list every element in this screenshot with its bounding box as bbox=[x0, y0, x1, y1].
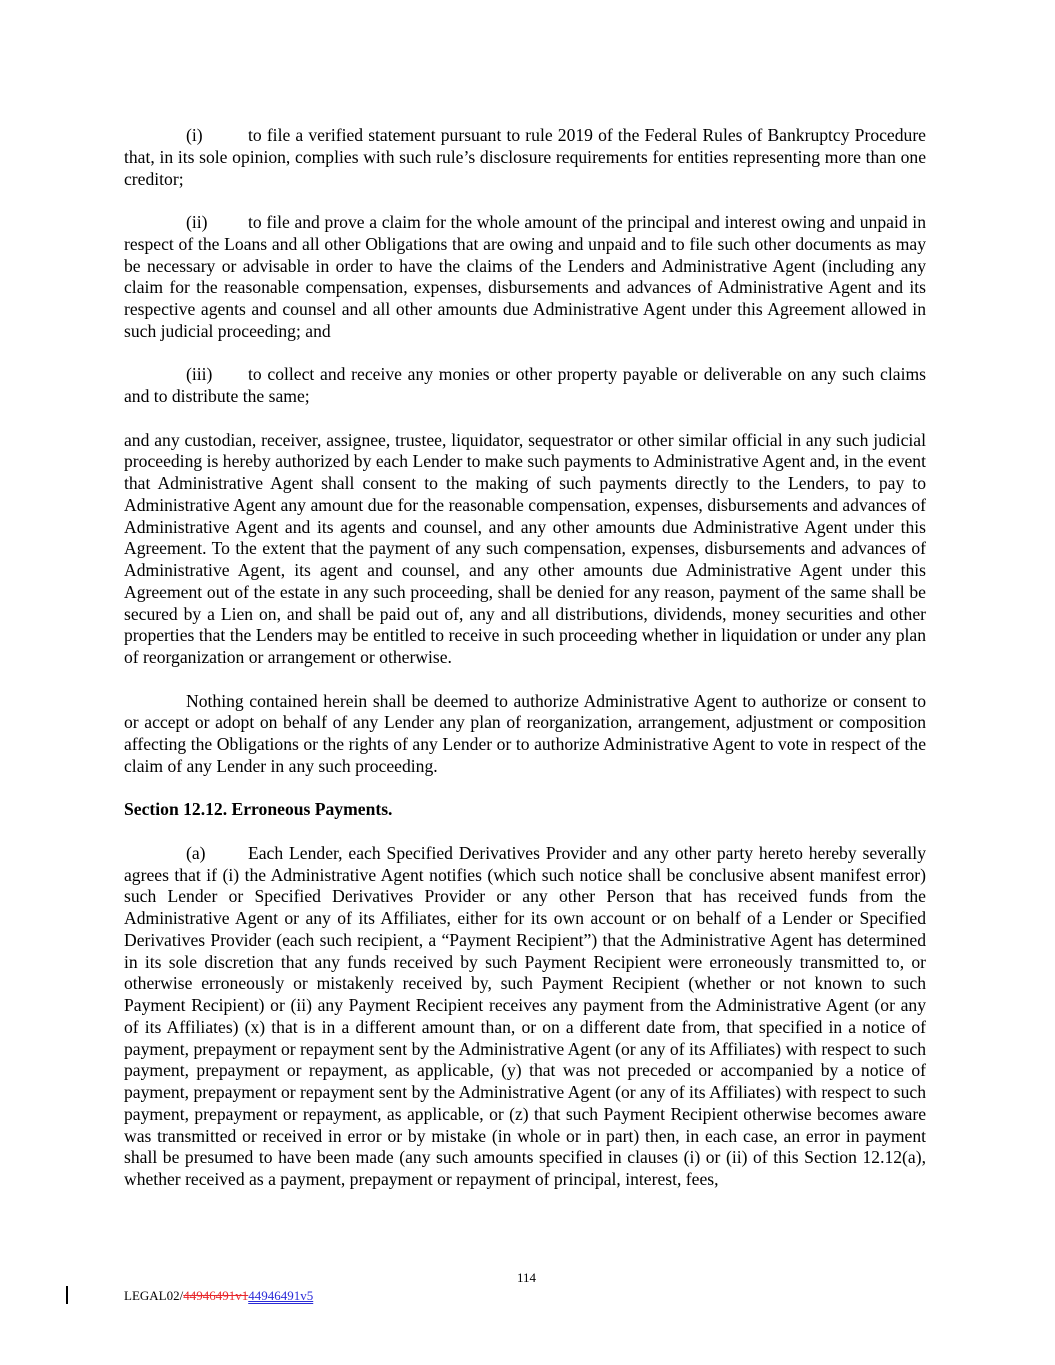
document-id bbox=[124, 1288, 313, 1304]
clause-text: to collect and receive any monies or other property payable or deliverable on any such claims and to distribute the same; bbox=[124, 364, 926, 406]
clause-text: to file and prove a claim for the whole amount of the principal and interest owing and unpaid in respect of the Loans and all other Obligations that are owing and unpaid and to file such other documents as may be necessary or advisable in order to have the claims of the Lenders and Administrative Agent (including any claim for the reasonable compensation, expenses, disbursements and advances of Administrative Agent and its respective agents and counsel and all other amounts due Administrative Agent under this Agreement allowed in such judicial proceeding; and bbox=[124, 212, 926, 341]
clause-ii bbox=[124, 212, 926, 343]
document-body bbox=[124, 125, 926, 1213]
clause-number: (a) bbox=[186, 842, 206, 863]
section-heading: Section 12.12. Erroneous Payments. bbox=[124, 799, 393, 820]
clause-text: Each Lender, each Specified Derivatives Provider and any other party hereto hereby severally agrees that if (i) the Administrative Agent notifies (which such notice shall be conclusive absent manifest error) such Lender or Specified Derivatives Provider or any other Person that has received funds from the Administrative Agent or any of its Affiliates, either for its own account or on behalf of a Lender or Specified Derivatives Provider (each such recipient, a “Payment Recipient”) that the Administrative Agent has determined in its sole discretion that any funds received by such Payment Recipient were erroneously transmitted to, or otherwise erroneously or mistakenly received by, such Payment Recipient (whether or not known to such Payment Recipient) or (ii) any Payment Recipient receives any payment from the Administrative Agent (or any of its Affiliates) (x) that is in a different amount than, or on a different date from, that specified in a notice of payment, prepayment or repayment sent by the Administrative Agent (or any of its Affiliates) with respect to such payment, prepayment or repayment, as applicable, (y) that was not preceded or accompanied by a notice of payment, prepayment or repayment sent by the Administrative Agent (or any of its Affiliates) with respect to such payment, prepayment or repayment, as applicable, or (z) that such Payment Recipient otherwise becomes aware was transmitted or received in error or by mistake (in whole or in part) then, in each case, an error in payment shall be presumed to have been made (any such amounts specified in clauses (i) or (ii) of this Section 12.12(a), whether received as a payment, prepayment or repayment of principal, interest, fees, bbox=[124, 842, 926, 1189]
clause-i bbox=[124, 125, 926, 190]
inserted-doc-version: 44946491v5 bbox=[248, 1288, 314, 1303]
clause-number: (iii) bbox=[186, 364, 213, 385]
custodian-paragraph: and any custodian, receiver, assignee, trustee, liquidator, sequestrator or other similar official in any such judicial proceeding is hereby authorized by each Lender to make such payments to Administrative Agent and, in the event that Administrative Agent shall consent to the making of such payments directly to the Lenders, to pay to Administrative Agent any amount due for the reasonable compensation, expenses, disbursements and advances of Administrative Agent and its agents and counsel, and any other amounts due Administrative Agent under this Agreement. To the extent that the payment of any such compensation, expenses, disbursements and advances of Administrative Agent, its agent and counsel, and any other amounts due Administrative Agent under this Agreement out of the estate in any such proceeding, shall be denied for any reason, payment of the same shall be secured by a Lien on, and shall be paid out of, any and all distributions, dividends, money securities and other properties that the Lenders may be entitled to receive in such proceeding whether in liquidation or under any plan of reorganization or arrangement or otherwise. bbox=[124, 429, 926, 667]
deleted-doc-version: 44946491v1 bbox=[183, 1288, 249, 1303]
change-bar bbox=[66, 1286, 68, 1304]
clause-number: (i) bbox=[186, 125, 203, 145]
clause-text: to file a verified statement pursuant to rule 2019 of the Federal Rules of Bankruptcy Procedure that, in its sole opinion, complies with such rule’s disclosure requirements for entities representing more than one creditor; bbox=[124, 125, 926, 189]
clause-a bbox=[124, 843, 926, 1191]
page-number: 114 bbox=[517, 1270, 537, 1285]
clause-iii bbox=[124, 364, 926, 408]
nothing-contained-paragraph: Nothing contained herein shall be deemed to authorize Administrative Agent to authorize or consent to or accept or adopt on behalf of any Lender any plan of reorganization, arrangement, adjustment or composition affecting the Obligations or the rights of any Lender or to authorize Administrative Agent to vote in respect of the claim of any Lender in any such proceeding. bbox=[124, 690, 926, 776]
doc-prefix: LEGAL02/ bbox=[124, 1288, 184, 1303]
clause-number: (ii) bbox=[186, 212, 208, 232]
